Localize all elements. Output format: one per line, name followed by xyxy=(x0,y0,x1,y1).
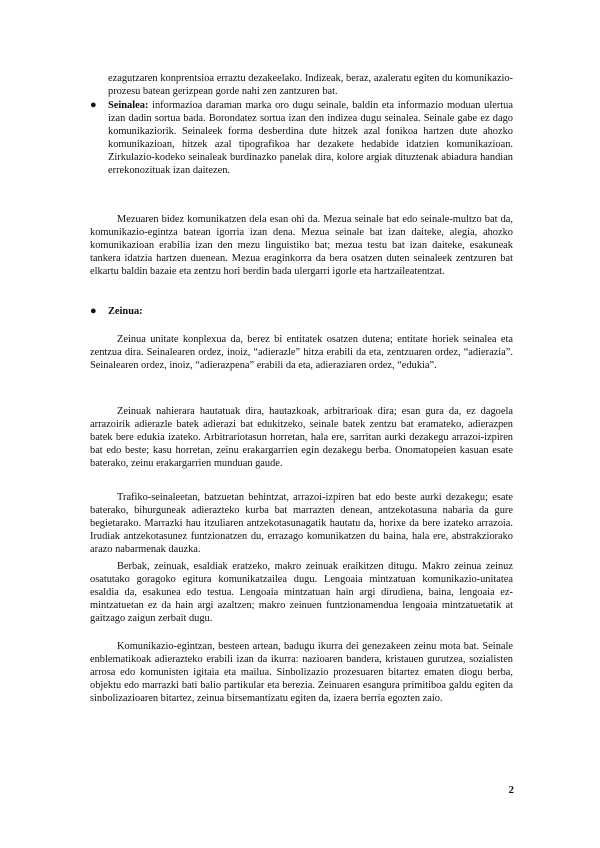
intro-continuation: ezagutzaren konprentsioa erraztu dezakeelako. Indizeak, beraz, azaleratu egiten du komunikazio-prozesu batean gerizpean gorde nahi zen zantzuren bat. xyxy=(108,73,513,98)
paragraph-berbak: Berbak, zeinuak, esaldiak eratzeko, makro zeinuak eraikitzen ditugu. Makro zeinua zeinuz osatutako goragoko egitura komunikatzailea dugu. Lengoaia mintzatuan komunikazio-unitatea esaldia da, esakunea edo testua. Lengoaia mintzatuan hain argi dirudiena, baina, lengoaia ez-mintzatuetan ez da hain argi azaltzen; makro zeinuen funtzionamendua lengoaia mintzatuetatik at gaitzago zaigun zerbait dugu. xyxy=(90,561,513,625)
seinalea-text: informazioa daraman marka oro dugu seinale, baldin eta informazio moduan ulertua izan dadin sortua bada. Borondatez sortua izan den indizea dugu seinalea. Seinale gabe ez dago komunikaziorik. Seinaleek forma desberdina dute hitzek azal fonikoa hartzen dute ahozko komunikazioan, hitzek azal tipografikoa har dezakete hedabide idatzien komunikazioan. Zirkulazio-kodeko seinaleak burdinazko panelak dira, kolore argiak dituztenak abiadura handian errekonozituak izan daitezen. xyxy=(108,100,513,177)
paragraph-mezua: Mezuaren bidez komunikatzen dela esan ohi da. Mezua seinale bat edo seinale-multzo bat da, komunikazio-egintza batean igorria izan dena. Mezua seinale bat izan daiteke, alegia, ahozko komunikazioan erabilia izan den mezu linguistiko bat; mezua testu bat izan daiteke, esakuneak tankera idatzia hartzen duenean. Mezua eraginkorra da bera osatzen duten seinaleek zentzuren bat elkartu baldin bazaie eta zentzu hori berdin bada ulergarri igorle eta hartzaileatentzat. xyxy=(90,214,513,278)
seinalea-term: Seinalea: xyxy=(108,100,149,111)
zeinua-heading: Zeinua: xyxy=(108,306,143,317)
paragraph-trafiko: Trafiko-seinaleetan, batzuetan behintzat, arrazoi-izpiren bat edo beste aurki dezakegu; esate baterako, bihurguneak adierazteko kurba bat marrazten denean, antzekotasuna nabaria da gure begietarako. Marrazki hau itzuliaren antzekotasunagatik hautatu da, horixe da bere izateko arrazoia. Irudiak antzekotasunez funtzionatzen du, errazago komunikatzen du baina, hala ere, abstrakziorako arazo nabarmenak dauzka. xyxy=(90,492,513,556)
paragraph-komunikazio: Komunikazio-egintzan, besteen artean, badugu ikurra dei genezakeen zeinu mota bat. Seinale enblematikoak adierazteko erabili izan da ikurra: nazioaren bandera, kristauen gurutzea, sozialisten arrosa edo komunisten igitaia eta mailua. Sinbolizazio prozesuaren bitartez ematen diogu berba, objektu edo marrazki bati balio partikular eta berezia. Zeinuaren esangura primitiboa galdu egiten da sinbolizazioaren bitartez, zeinua birsemantizatu egiten da, izaera berria egozten zaio. xyxy=(90,641,513,705)
page-number: 2 xyxy=(508,784,514,796)
zeinua-definition: Zeinua unitate konplexua da, berez bi entitatek osatzen dutena; entitate horiek seinalea eta zentzua dira. Seinalearen ordez, inoiz, “adierazle” hitza erabili da eta, zentzuaren ordez, “adierazia”. Seinalearen ordez, inoiz, “adierazpena” erabili da eta, adieraziaren ordez, “edukia”. xyxy=(90,334,513,372)
bullet-icon: ● xyxy=(90,99,97,111)
seinalea-definition xyxy=(108,99,513,177)
bullet-icon: ● xyxy=(90,305,97,317)
paragraph-nahierara: Zeinuak nahierara hautatuak dira, hautazkoak, arbitrarioak dira; esan gura da, ez dagoela arrazoirik adierazle batek adierazi bat edukitzeko, seinale batek zentzu bat eramateko, adierazpen batek bere edukia izateko. Arbitrariotasun horretan, hala ere, sarritan aurki dezakegu arrazoi-izpiren bat edo beste; kasu horretan, zeinu erakargarrien egin dezakegu berba. Onomatopeien kasuan esate baterako, zeinu erakargarrien munduan gaude. xyxy=(90,406,513,470)
